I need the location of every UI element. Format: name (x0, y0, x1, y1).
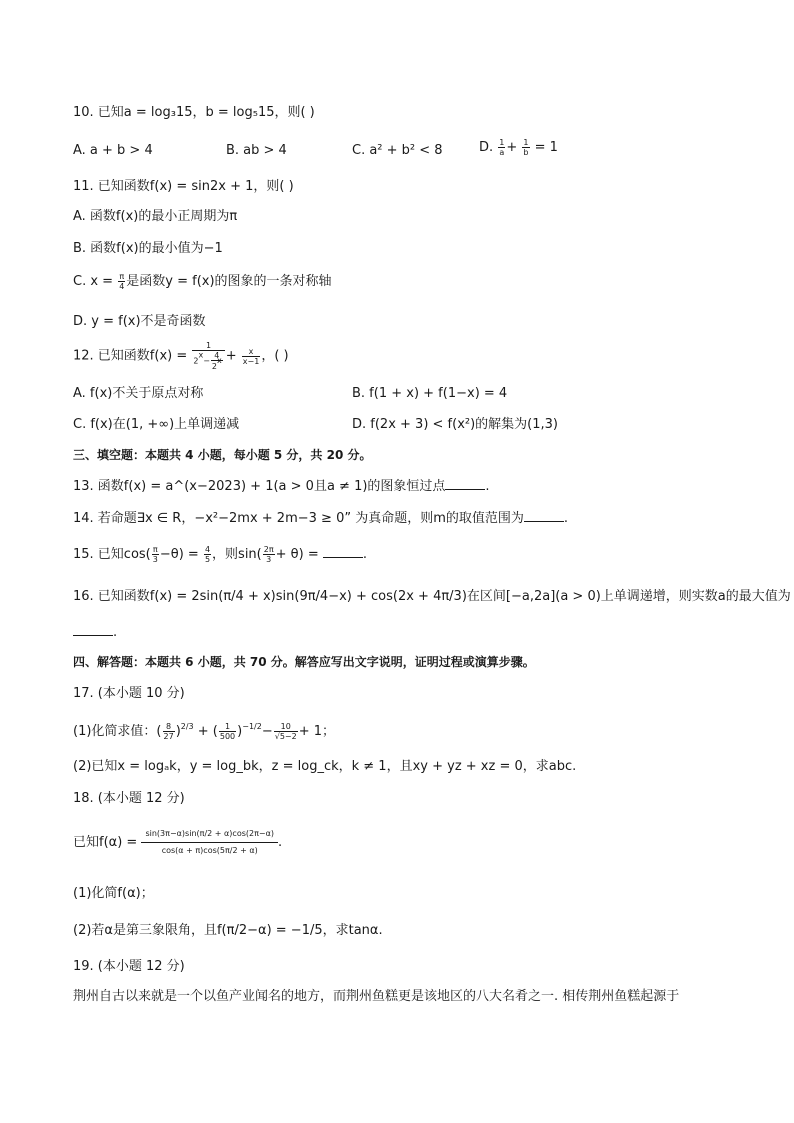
q12-option-c: C. f(x)在(1, +∞)上单调递减 (73, 417, 240, 432)
q17-frac-8-27: $\frac{8}{27}$ (163, 722, 174, 741)
q10-option-a: A. a + b > 4 (73, 143, 153, 158)
q11-option-d: D. y = f(x)不是奇函数 (73, 314, 206, 329)
q18-numerator: sin(3π−α)sin(π/2 + α)cos(2π−α) (141, 828, 278, 843)
q14: 14. 若命题∃x ∈ R，−x²−2mx + 2m−3 ≥ 0” 为真命题，则m的取值范围为 . (73, 511, 569, 526)
q11-option-a: A. 函数f(x)的最小正周期为π (73, 209, 238, 224)
q10-option-b: B. ab > 4 (226, 143, 287, 158)
q16: 16. 已知函数f(x) = 2sin(π/4 + x)sin(9π/4−x) + cos(2x + 4π/3)在区间[−a,2a](a > 0)上单调递增，则实数a的最大值为 (73, 589, 791, 604)
q15-prefix: 15. 已知cos( (73, 547, 151, 562)
q15-end: + θ) = (275, 547, 319, 562)
q11-option-c (73, 272, 332, 291)
q12-option-b: B. f(1 + x) + f(1−x) = 4 (352, 386, 508, 401)
q10-d-prefix: D. (479, 140, 494, 155)
section-4-heading: 四、解答题：本题共 6 小题，共 70 分。解答应写出文字说明，证明过程或演算步骤。 (73, 655, 535, 669)
q11-option-b: B. 函数f(x)的最小值为−1 (73, 241, 223, 256)
q15: 15. 已知cos( $\frac{\pi}{3}$ −θ) = $\frac{4}{5}$ ，则sin( $\frac{2\pi}{3}$ + θ) = . (73, 545, 368, 564)
q12-stem-prefix: 12. 已知函数f(x) = (73, 348, 188, 364)
q18-denominator: cos(α + π)cos(5π/2 + α) (161, 846, 258, 855)
q15-frac-2: $\frac{4}{5}$ (204, 545, 211, 564)
q16-blank (73, 635, 113, 636)
q19-text: 荆州自古以来就是一个以鱼产业闻名的地方，而荆州鱼糕更是该地区的八大名肴之一. 相传荆州鱼糕起源于 (73, 989, 680, 1004)
q15-mid2: ，则sin( (212, 547, 262, 562)
q14-text: 14. 若命题∃x ∈ R，−x²−2mx + 2m−3 ≥ 0” 为真命题，则m的取值范围为 (73, 511, 524, 526)
q16-answer: . (73, 624, 117, 642)
q15-frac-3: $\frac{2\pi}{3}$ (263, 545, 274, 564)
q15-frac-1: $\frac{\pi}{3}$ (152, 545, 158, 564)
q18-part-2: (2)若α是第三象限角，且f(π/2−α) = −1/5，求tanα. (73, 923, 383, 938)
section-3-heading: 三、填空题：本题共 4 小题，每小题 5 分，共 20 分。 (73, 448, 372, 462)
q10-d-frac-a: $\frac{1}{a}$ (499, 138, 505, 157)
q14-blank (524, 521, 564, 522)
q13-blank (445, 489, 485, 490)
q18-given: 已知f(α) = $\frac{\sin(3\pi-\alpha)\sin(\pi/2 + \alpha)\cos(2\pi-\alpha)}{\cos(\alpha + \pi)\cos(5\pi/2 + \alpha)}$ . (73, 829, 283, 855)
q18-part-1: (1)化简f(α)； (73, 886, 154, 901)
q12-option-a: A. f(x)不关于原点对称 (73, 386, 204, 401)
q17-frac-10: $\frac{10}{√5-2}$ (274, 722, 297, 741)
q18-fraction (141, 828, 278, 857)
q13: 13. 函数f(x) = a^(x−2023) + 1(a > 0且a ≠ 1)的图象恒过点 . (73, 479, 490, 494)
q13-text: 13. 函数f(x) = a^(x−2023) + 1(a > 0且a ≠ 1)的图象恒过点 (73, 479, 446, 494)
q11-stem: 11. 已知函数f(x) = sin2x + 1，则( ) (73, 179, 294, 194)
q10-stem: 10. 已知a = log₃15，b = log₅15，则( ) (73, 105, 315, 120)
q12-frac-1: 1 $2^x-$ $\frac{4}{2^x}$ (192, 341, 224, 371)
q17-p1-label: (1)化简求值： (73, 724, 157, 739)
q12-stem-suffix: ，( ) (261, 348, 289, 364)
q12-stem: 12. 已知函数f(x) = 1 $2^x-$ $\frac{4}{2^x}$ + $\frac{x}{x-1}$ ，( ) (73, 341, 289, 371)
q12-frac-2: $\frac{x}{x-1}$ (242, 346, 260, 366)
q10-option-d: D. $\frac{1}{a}$ + $\frac{1}{b}$ = 1 (479, 138, 558, 157)
q17-frac-1-500: $\frac{1}{500}$ (219, 722, 236, 741)
q11-c-prefix: C. x = (73, 274, 114, 289)
q11-c-frac: $\frac{\pi}{4}$ (119, 272, 125, 291)
q10-option-c: C. a² + b² < 8 (352, 143, 443, 158)
q11-c-suffix: 是函数y = f(x)的图象的一条对称轴 (126, 274, 332, 289)
q18-heading: 18. (本小题 12 分) (73, 791, 185, 806)
q18-given-label: 已知f(α) = (73, 835, 138, 850)
q10-d-frac-b: $\frac{1}{b}$ (523, 138, 529, 157)
q19-heading: 19. (本小题 12 分) (73, 959, 185, 974)
q17-part-1: (1)化简求值：( $\frac{8}{27}$ )$^{2/3}$ + ( $\frac{1}{500}$ )$^{-1/2}$− $\frac{10}{√5-2}$ + 1； (73, 722, 335, 741)
q15-mid: −θ) = (159, 547, 199, 562)
q17-heading: 17. (本小题 10 分) (73, 686, 185, 701)
q12-option-d: D. f(2x + 3) < f(x²)的解集为(1,3) (352, 417, 558, 432)
q17-part-2: (2)已知x = logₐk，y = log_bk，z = log_ck，k ≠ 1，且xy + yz + xz = 0，求abc. (73, 759, 577, 774)
q10-d-suffix: = 1 (534, 140, 558, 155)
q15-blank (323, 557, 363, 558)
